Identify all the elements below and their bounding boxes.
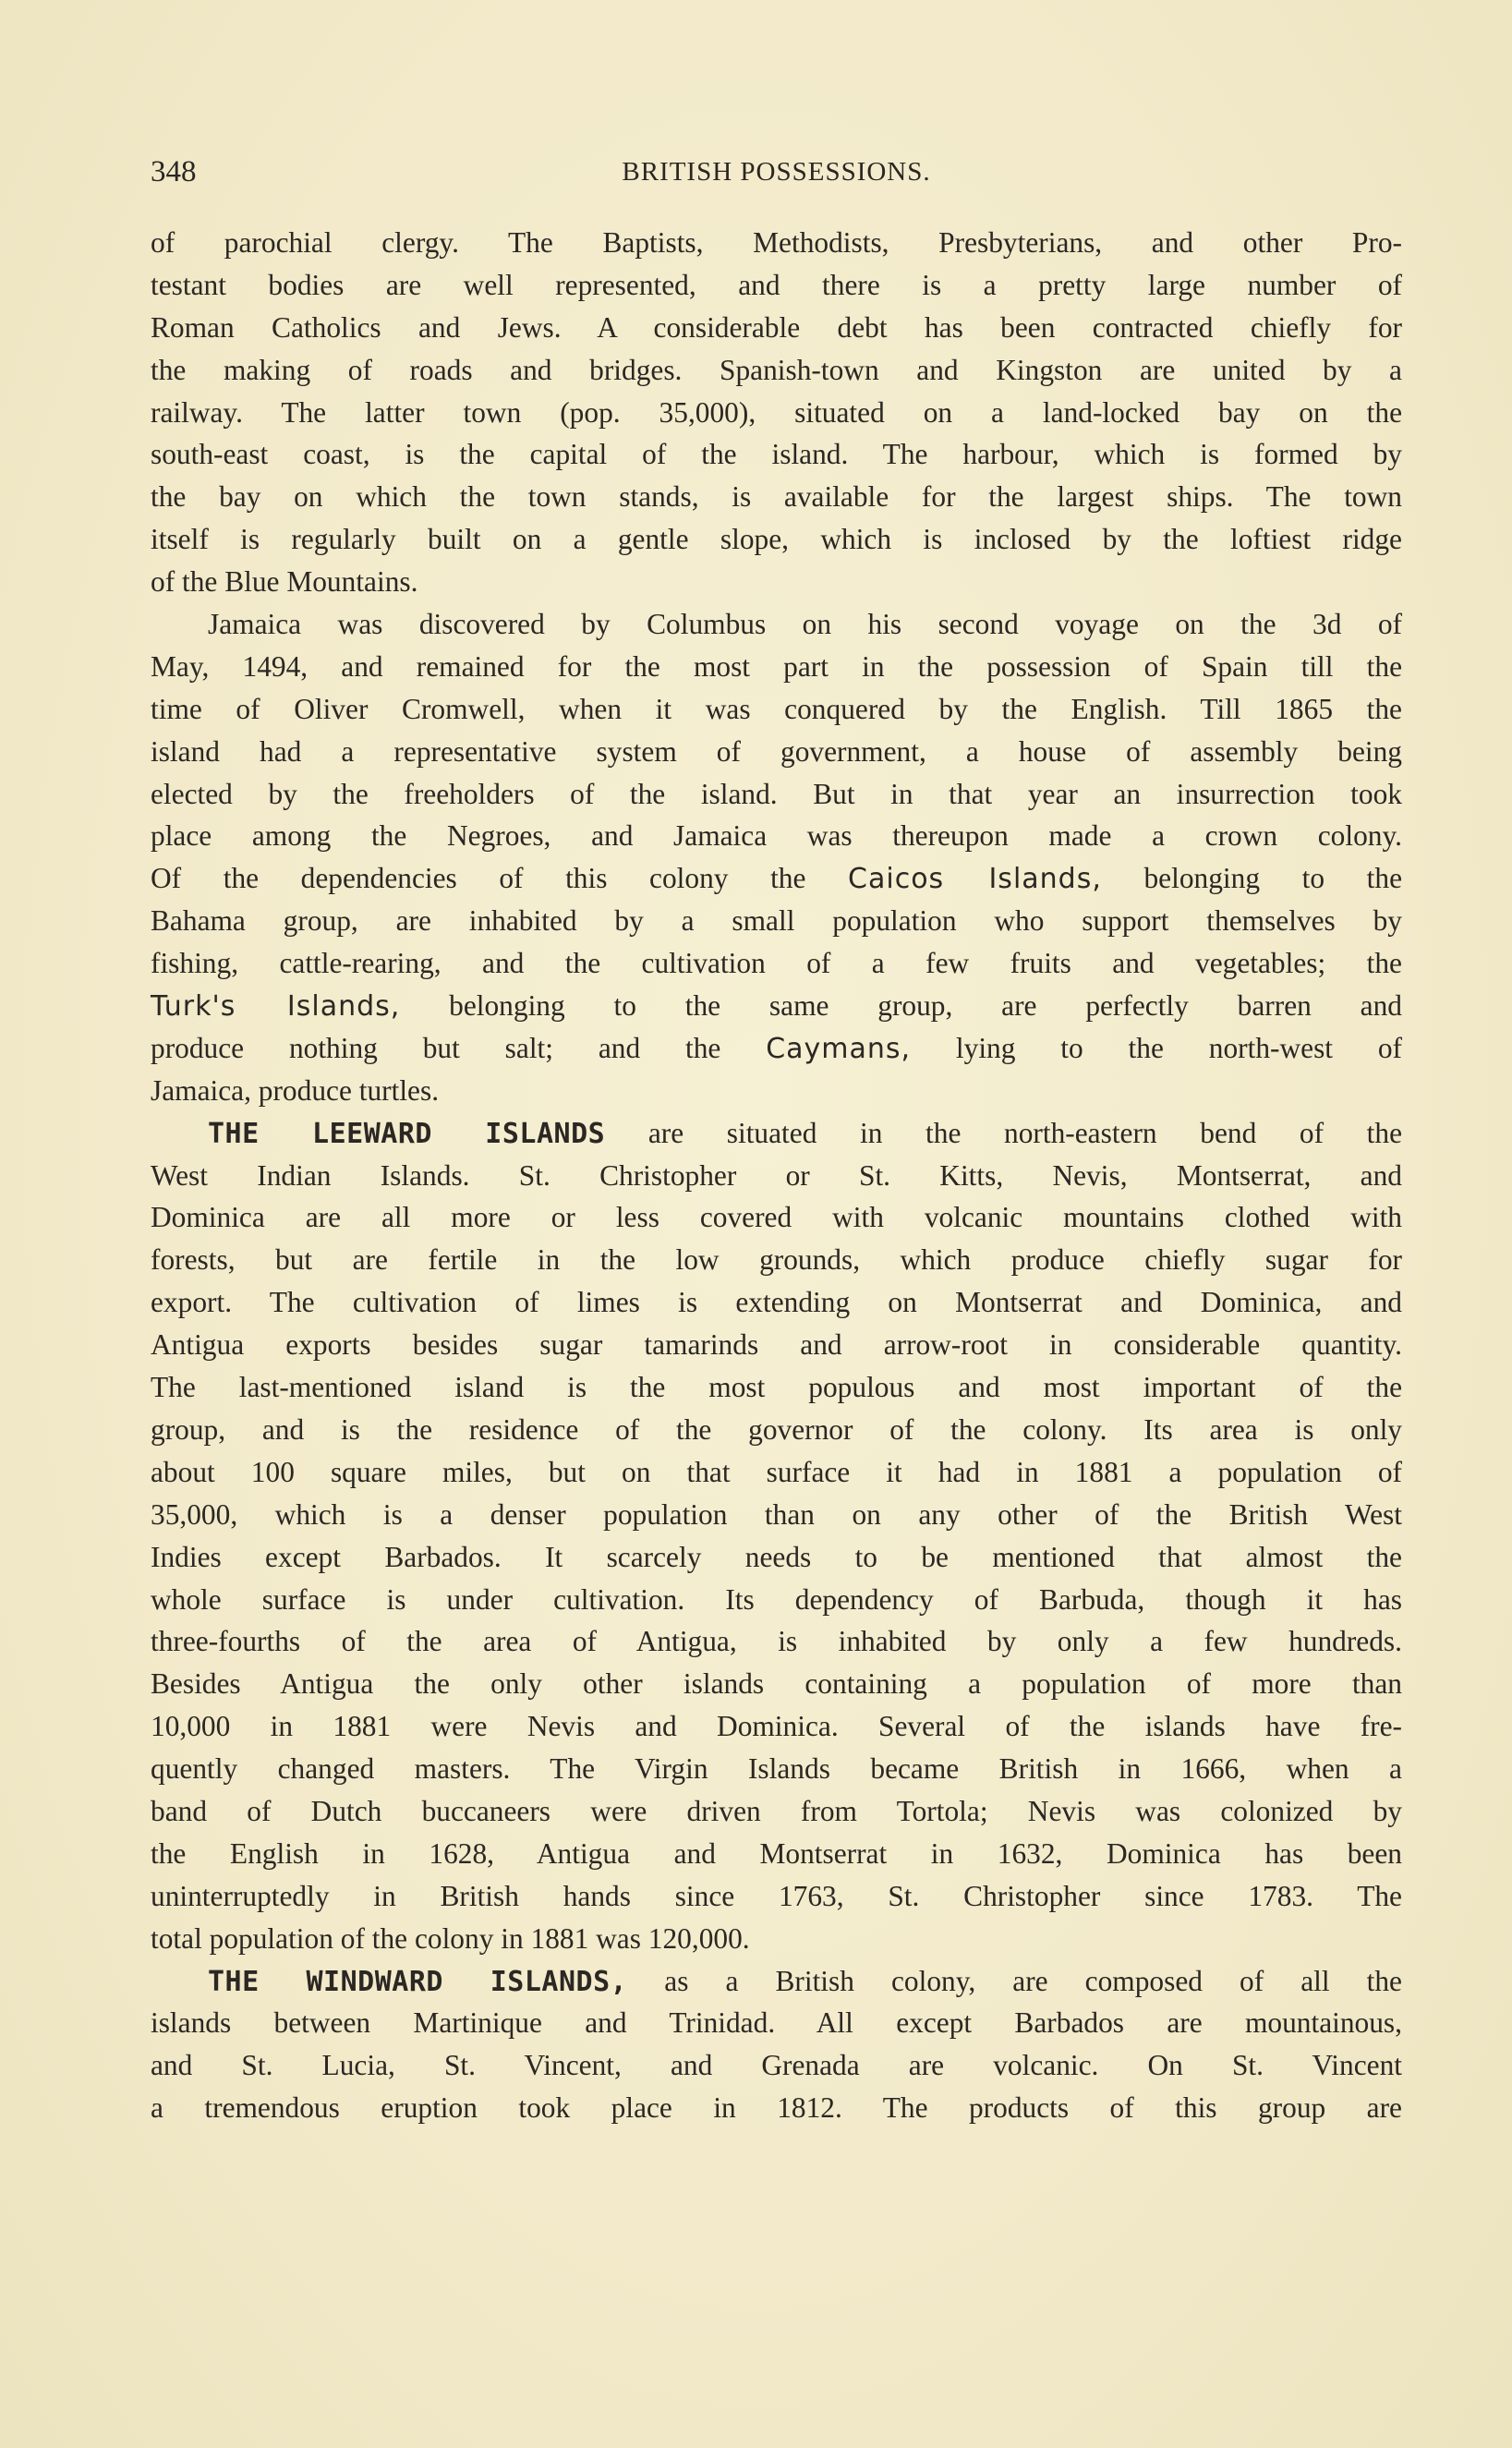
place-name: Turk's Islands, [151,990,401,1024]
line-text: testant bodies are well represented, and there is a pretty large number of [151,268,1402,301]
line-text: railway. The latter town (pop. 35,000), situated on a land-locked bay on the [151,395,1402,429]
line-text: forests, but are fertile in the low grounds, which produce chiefly sugar for [151,1243,1402,1277]
text-line [151,1196,1402,1239]
line-text: Roman Catholics and Jews. A considerable debt has been contracted chiefly for [151,310,1402,344]
page-number: 348 [151,155,197,188]
line-text: fishing, cattle-rearing, and the cultivation of a few fruits and vegetables; the [151,947,1402,980]
line-text: south-east coast, is the capital of the island. The harbour, which is formed by [151,438,1402,471]
section-heading: THE LEEWARD ISLANDS [208,1117,606,1150]
text-line [151,1663,1402,1705]
text-line [151,2044,1402,2087]
text-line [151,688,1402,731]
text-line [151,815,1402,857]
text-line [151,1027,1402,1070]
line-text: 10,000 in 1881 were Nevis and Dominica. Several of the islands have fre- [151,1710,1402,1743]
text-line [151,1324,1402,1366]
text-line [151,1409,1402,1451]
text-line [151,942,1402,985]
line-text: the bay on which the town stands, is available for the largest ships. The town [151,480,1402,514]
line-text: and St. Lucia, St. Vincent, and Grenada are volcanic. On St. Vincent [151,2049,1402,2082]
line-text: are situated in the north-eastern bend of the [605,1116,1402,1149]
line-text: quently changed masters. The Virgin Islands became British in 1666, when a [151,1752,1402,1786]
text-line [151,1705,1402,1748]
line-text: of the Blue Mountains. [151,565,418,599]
line-text: group, and is the residence of the governor of the colony. Its area is only [151,1412,1402,1446]
text-line [151,1790,1402,1833]
line-text: about 100 square miles, but on that surface it had in 1881 a population of [151,1455,1402,1488]
page-header [151,155,1402,196]
text-line [151,1070,1402,1112]
text-line [151,1239,1402,1281]
line-text: Antigua exports besides sugar tamarinds and arrow-root in considerable quantity. [151,1328,1402,1362]
line-text: total population of the colony in 1881 was 120,000. [151,1921,750,1955]
line-text: May, 1494, and remained for the most part in the possession of Spain till the [151,649,1402,683]
line-text: band of Dutch buccaneers were driven from Tortola; Nevis was colonized by [151,1794,1402,1827]
text-line [151,1451,1402,1494]
text-line [151,1875,1402,1918]
text-line [151,307,1402,349]
text-line [151,985,1402,1027]
line-text: Bahama group, are inhabited by a small population who support themselves by [151,904,1402,938]
body-text [151,222,1402,2129]
text-line [151,476,1402,518]
line-text: West Indian Islands. St. Christopher or St. Kitts, Nevis, Montserrat, and [151,1158,1402,1192]
line-text: Besides Antigua the only other islands containing a population of more than [151,1667,1402,1701]
text-line [151,1833,1402,1875]
line-text: islands between Martinique and Trinidad. All except Barbados are mountainous, [151,2006,1402,2040]
text-line [151,1960,1402,2003]
text-line [151,1155,1402,1197]
line-text: elected by the freeholders of the island. But in that year an insurrection took [151,777,1402,810]
line-text: the English in 1628, Antigua and Montserrat in 1632, Dominica has been [151,1836,1402,1870]
text-line [151,1620,1402,1663]
text-line [151,1918,1402,1960]
line-text: as a British colony, are composed of all the [627,1964,1402,1997]
line-text: belonging to the [1101,862,1402,895]
text-line [151,1536,1402,1579]
line-text: Of the dependencies of this colony the [151,862,849,895]
text-line [151,1366,1402,1409]
line-text: belonging to the same group, are perfectly barren and [400,989,1402,1023]
text-line [151,857,1402,900]
line-text: whole surface is under cultivation. Its dependency of Barbuda, though it has [151,1582,1402,1616]
text-line [151,1748,1402,1790]
line-text: produce nothing but salt; and the [151,1031,767,1064]
text-line [151,773,1402,816]
line-text: itself is regularly built on a gentle slope, which is inclosed by the loftiest ridge [151,523,1402,556]
line-text: 35,000, which is a denser population than on any other of the British West [151,1497,1402,1531]
text-line [151,2087,1402,2129]
place-name: Caicos Islands, [848,863,1102,896]
text-line [151,433,1402,476]
line-text: Indies except Barbados. It scarcely needs to be mentioned that almost the [151,1540,1402,1573]
line-text: export. The cultivation of limes is extending on Montserrat and Dominica, and [151,1286,1402,1319]
section-heading: THE WINDWARD ISLANDS, [208,1965,628,1998]
text-line [151,392,1402,434]
place-name: Caymans, [766,1032,912,1065]
line-text: the making of roads and bridges. Spanish-town and Kingston are united by a [151,353,1402,386]
text-line [151,2002,1402,2044]
line-text: uninterruptedly in British hands since 1763, St. Christopher since 1783. The [151,1879,1402,1912]
line-text: The last-mentioned island is the most populous and most important of the [151,1371,1402,1404]
text-line [151,561,1402,603]
text-line [151,900,1402,942]
running-title: BRITISH POSSESSIONS. [622,157,931,187]
line-text: Dominica are all more or less covered with volcanic mountains clothed with [151,1201,1402,1234]
line-text: Jamaica, produce turtles. [151,1073,440,1107]
line-text: three-fourths of the area of Antigua, is inhabited by only a few hundreds. [151,1625,1402,1658]
line-text: time of Oliver Cromwell, when it was conquered by the English. Till 1865 the [151,692,1402,725]
text-line [151,349,1402,392]
text-line [151,646,1402,688]
line-text: of parochial clergy. The Baptists, Methodists, Presbyterians, and other Pro- [151,226,1402,259]
text-line [151,1494,1402,1536]
text-line [151,518,1402,561]
line-text: a tremendous eruption took place in 1812. The products of this group are [151,2091,1402,2125]
line-text: Jamaica was discovered by Columbus on his second voyage on the 3d of [208,608,1402,641]
text-line [151,1281,1402,1324]
line-text: lying to the north-west of [911,1031,1403,1064]
line-text: place among the Negroes, and Jamaica was thereupon made a crown colony. [151,819,1402,853]
line-text: island had a representative system of government, a house of assembly being [151,734,1402,768]
text-line [151,264,1402,307]
text-line [151,1112,1402,1155]
text-line [151,731,1402,773]
text-line [151,1579,1402,1621]
text-line [151,222,1402,264]
text-line [151,603,1402,646]
